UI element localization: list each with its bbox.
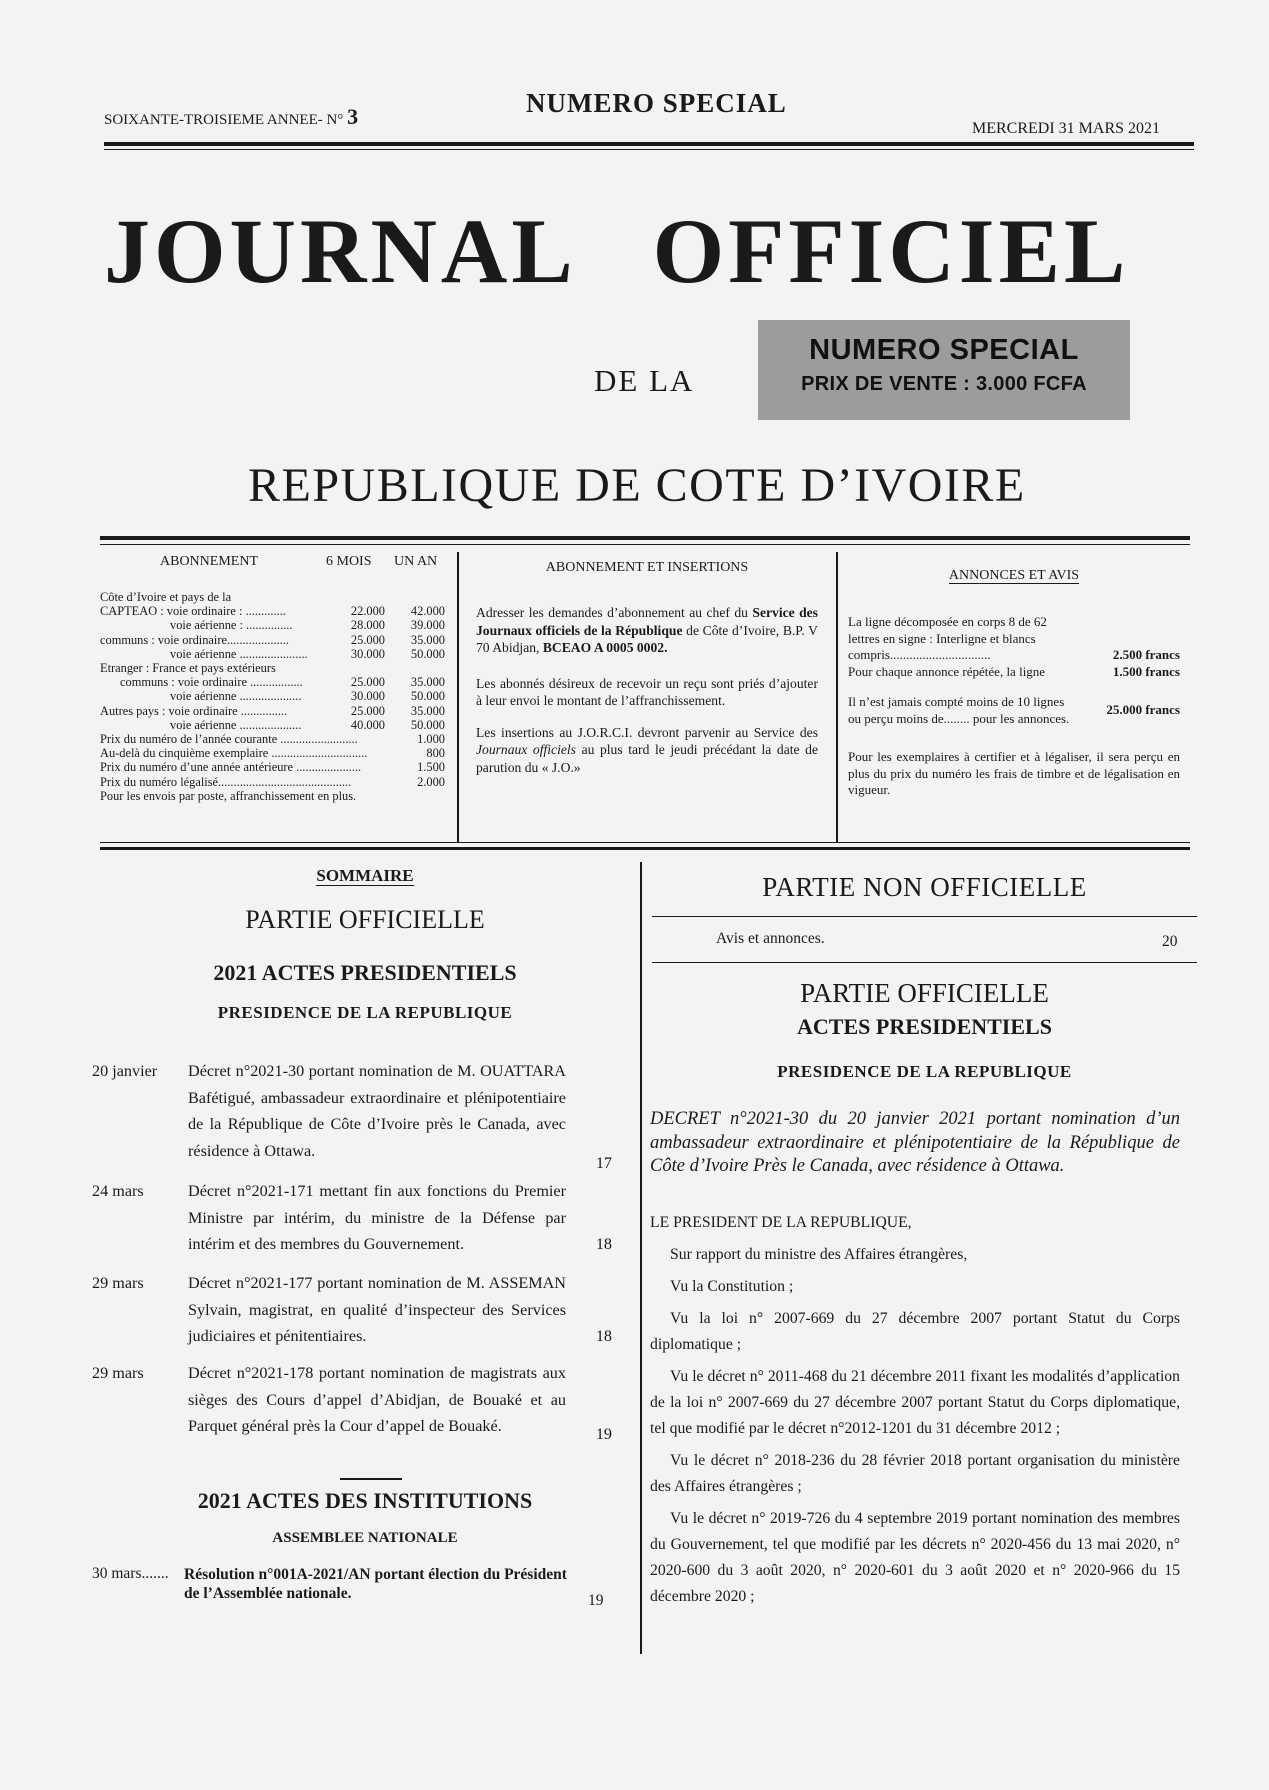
rate-row <box>100 718 445 732</box>
rate-six-months: 40.000 <box>350 717 385 732</box>
decret-title: DECRET n°2021-30 du 20 janvier 2021 portant nomination d’un ambassadeur extraordinaire et plénipotentiaire de la République de Côte d’Ivoire Près le Canada, avec résidence à Ottawa. <box>650 1109 1180 1176</box>
address-bank-ref: BCEAO A 0005 0002. <box>542 640 668 655</box>
box-bottom-rule-thin <box>100 842 1190 843</box>
rate-one-year: 35.000 <box>410 703 445 718</box>
resolution-page: 19 <box>588 1592 604 1609</box>
actes-presidentiels-heading: 2021 ACTES PRESIDENTIELS <box>213 960 517 985</box>
rate-six-months: 30.000 <box>350 646 385 661</box>
rate-six-months: 28.000 <box>350 618 385 633</box>
masthead-republic: REPUBLIQUE DE COTE D’IVOIRE <box>248 459 1026 512</box>
box-divider-1 <box>457 552 459 842</box>
rate-six-months: 30.000 <box>350 689 385 704</box>
masthead-de-la: DE LA <box>594 363 695 398</box>
right-col-mid-rule <box>652 962 1197 963</box>
special-price-box <box>758 320 1130 420</box>
entry-text: Décret n°2021-177 portant nomination de M. ASSEMAN Sylvain, magistrat, en qualité d’inspecteur des Services judiciaires et pénitentiaires. <box>188 1274 566 1345</box>
box-bottom-rule-thick <box>100 847 1190 850</box>
visa-paragraph: Sur rapport du ministre des Affaires étrangères, <box>670 1246 968 1263</box>
rate-label: Etranger : France et pays extérieurs <box>100 661 276 676</box>
subscription-col-title: ABONNEMENT <box>160 554 258 569</box>
box-divider-2 <box>836 552 838 842</box>
rate-row <box>100 633 445 647</box>
deadline-text-1: Les insertions au J.O.R.C.I. devront parvenir au Service des <box>476 724 818 740</box>
rate-row <box>100 661 445 675</box>
announcements-title: ANNONCES ET AVIS <box>948 568 1080 583</box>
insertions-deadline <box>476 724 818 777</box>
rate-row <box>100 760 445 774</box>
line-rate-amount: 2.500 francs <box>1112 647 1180 662</box>
certification-note: Pour les exemplaires à certifier et à légaliser, il sera perçu en plus du prix du numéro les frais de timbre et de légalisation en vigueur. <box>848 749 1180 797</box>
decret-body <box>650 1210 1180 1616</box>
entry-page: 17 <box>595 1153 612 1172</box>
rate-label: voie aérienne ...................... <box>170 646 308 661</box>
rate-one-year: 50.000 <box>410 689 445 704</box>
rate-label: Côte d’Ivoire et pays de la <box>100 590 232 604</box>
entry-page: 18 <box>595 1235 612 1253</box>
insertions-address <box>476 604 818 657</box>
resolution-date: 30 mars....... <box>92 1565 169 1582</box>
visa-paragraph: Vu le décret n° 2018-236 du 28 février 2018 portant organisation du ministère des Affaires étrangères ; <box>650 1452 1180 1495</box>
partie-non-officielle-heading: PARTIE NON OFFICIELLE <box>762 872 1087 902</box>
le-president-line: LE PRESIDENT DE LA REPUBLIQUE, <box>650 1214 912 1231</box>
rate-label: Autres pays : voie ordinaire ............... <box>100 703 288 718</box>
rate-six-months: 22.000 <box>350 604 385 619</box>
sommaire-entry <box>92 1178 612 1258</box>
rate-label: voie aérienne .................... <box>170 689 302 704</box>
insertions-receipt-note: Les abonnés désireux de recevoir un reçu sont priés d’ajouter à leur envoi le montant de l’affranchissement. <box>476 675 818 708</box>
rate-six-months <box>361 760 404 774</box>
address-line: Adresser les demandes d’abonnement au chef du <box>476 605 748 620</box>
box-top-rule-thin <box>100 544 1190 545</box>
sommaire-entry <box>92 1270 612 1350</box>
issue-year-label <box>104 104 358 130</box>
partie-officielle-heading: PARTIE OFFICIELLE <box>800 978 1049 1008</box>
rate-one-year: 2.000 <box>417 774 445 789</box>
deadline-text-italic: Journaux officiels <box>476 742 576 757</box>
issue-number: 3 <box>347 104 359 129</box>
special-box-price: PRIX DE VENTE : 3.000 FCFA <box>801 373 1087 395</box>
rate-one-year: 50.000 <box>410 717 445 732</box>
box-top-rule-thick <box>100 536 1190 540</box>
issue-date: MERCREDI 31 MARS 2021 <box>972 120 1161 137</box>
entry-text: Décret n°2021-171 mettant fin aux fonctions du Premier Ministre par intérim, du ministre de la Défense par intérim et des membres du Gouvernement. <box>188 1182 566 1253</box>
rate-six-months: 25.000 <box>350 675 385 690</box>
rate-label: Prix du numéro légalisé........................................... <box>100 774 352 789</box>
entry-text: Décret n°2021-178 portant nomination de magistrats aux sièges des Cours d’appel d’Abidjan, de Bouaké et au Parquet général près la Cour d’appel de Bouaké. <box>188 1364 566 1435</box>
rate-six-months <box>367 746 407 760</box>
rate-label: voie aérienne .................... <box>170 717 302 732</box>
rate-row <box>100 732 445 746</box>
one-year-header: UN AN <box>394 554 438 569</box>
header-rule-thin <box>104 149 1194 150</box>
entry-date: 20 janvier <box>92 1062 158 1080</box>
resolution-text: Résolution n°001A-2021/AN portant élection du Président de l’Assemblée nationale. <box>184 1566 567 1602</box>
rate-row <box>100 590 445 604</box>
repeat-rate-label: Pour chaque annonce répétée, la ligne <box>848 663 1046 679</box>
entry-date: 29 mars <box>92 1274 144 1292</box>
sommaire-heading <box>100 866 630 886</box>
rate-label: communs : voie ordinaire ................. <box>120 675 303 690</box>
visa-paragraph: Vu le décret n° 2019-726 du 4 septembre 2019 portant nomination des membres du Gouvernement, tel que modifié par les décrets n° 2020-456 du 13 mai 2020, n° 2020-600 du 3 août 2020, n° 2020-601 du 3 août 2020 et n° 2020-966 du 15 décembre 2020 ; <box>650 1510 1180 1605</box>
minimum-rate-label: Il n’est jamais compté moins de 10 lignes ou perçu moins de........ pour les annonces. <box>848 694 1070 726</box>
visa-paragraph: Vu le décret n° 2011-468 du 21 décembre 2011 fixant les modalités d’application de la loi n° 2007-669 du 27 décembre 2007 portant Statut du Corps diplomatique, tel que modifié par le décret n°2012-1201 du 31 décembre 2012 ; <box>650 1368 1180 1437</box>
rate-label: Prix du numéro d’une année antérieure ..................... <box>100 760 362 775</box>
address-po-box: de Côte d’Ivoire, B.P. V 70 Abidjan, <box>476 622 818 655</box>
entry-date: 29 mars <box>92 1364 144 1382</box>
deadline-text-2: au plus tard le jeudi précédant la date de parution du « J.O.» <box>476 742 818 775</box>
rate-six-months: 25.000 <box>350 632 385 647</box>
presidence-heading: PRESIDENCE DE LA REPUBLIQUE <box>217 1003 513 1022</box>
rate-row <box>100 689 445 703</box>
column-divider <box>640 862 642 1654</box>
year-label: SOIXANTE-TROISIEME ANNEE- N° <box>104 112 344 128</box>
rate-label: Prix du numéro de l’année courante ......................... <box>100 732 358 747</box>
announcement-rate-row <box>848 664 1180 681</box>
sommaire-entry <box>92 1360 612 1443</box>
line-rate-label: La ligne décomposée en corps 8 de 62 lettres en signe : Interligne et blancs compris............................... <box>848 614 1047 662</box>
announcements-header <box>848 568 1180 584</box>
sommaire-title: SOMMAIRE <box>316 866 414 885</box>
entry-page: 19 <box>595 1425 612 1443</box>
rate-label: Au-delà du cinquième exemplaire ............................... <box>100 746 368 761</box>
rate-row <box>100 604 445 618</box>
announcement-rate-row <box>848 694 1180 727</box>
rate-one-year: 35.000 <box>410 632 445 647</box>
rate-label: voie aérienne : ............... <box>170 618 293 633</box>
insertions-text <box>476 604 818 786</box>
entry-date: 24 mars <box>92 1182 144 1200</box>
six-months-header: 6 MOIS <box>326 554 372 569</box>
rate-one-year: 39.000 <box>410 618 445 633</box>
avis-annonces-page: 20 <box>1162 933 1178 950</box>
rate-label: Pour les envois par poste, affranchissement en plus. <box>100 788 357 803</box>
special-edition-label: NUMERO SPECIAL <box>526 88 787 118</box>
actes-institutions-heading: 2021 ACTES DES INSTITUTIONS <box>197 1488 533 1513</box>
rate-row <box>100 746 445 760</box>
rate-six-months <box>358 732 403 746</box>
rate-one-year: 42.000 <box>410 604 445 619</box>
rate-one-year: 1.000 <box>417 732 445 747</box>
rate-one-year: 800 <box>426 746 445 761</box>
rate-row <box>100 775 445 789</box>
header-rule-thick <box>104 142 1194 146</box>
rate-row <box>100 704 445 718</box>
rate-row <box>100 789 445 803</box>
rate-one-year: 50.000 <box>410 646 445 661</box>
avis-annonces-entry: Avis et annonces. <box>716 930 825 947</box>
announcement-rate-row <box>848 614 1180 664</box>
assemblee-heading: ASSEMBLEE NATIONALE <box>272 1530 458 1546</box>
actes-presidentiels-heading: ACTES PRESIDENTIELS <box>797 1014 1052 1039</box>
rate-row <box>100 647 445 661</box>
repeat-rate-amount: 1.500 francs <box>1112 663 1180 679</box>
right-col-top-rule <box>652 916 1197 917</box>
sommaire-entry <box>92 1058 612 1172</box>
rate-row <box>100 675 445 689</box>
rate-label: CAPTEAO : voie ordinaire : ............. <box>100 604 286 619</box>
rate-six-months <box>351 775 399 789</box>
special-box-title: NUMERO SPECIAL <box>809 334 1079 366</box>
address-service: Service des Journaux officiels de la République <box>476 605 818 638</box>
rate-label: communs : voie ordinaire.................... <box>100 632 289 647</box>
minimum-rate-amount: 25.000 francs <box>1106 702 1180 718</box>
section-separator <box>340 1478 402 1480</box>
visa-paragraph: Vu la loi n° 2007-669 du 27 décembre 2007 portant Statut du Corps diplomatique ; <box>650 1310 1180 1353</box>
rate-one-year: 1.500 <box>417 760 445 775</box>
rate-one-year: 35.000 <box>410 675 445 690</box>
presidence-heading: PRESIDENCE DE LA REPUBLIQUE <box>777 1062 1072 1081</box>
entry-page: 18 <box>595 1327 612 1345</box>
masthead-title: JOURNAL OFFICIEL <box>104 200 1130 302</box>
subscription-rates <box>100 590 445 803</box>
visa-paragraph: Vu la Constitution ; <box>670 1278 794 1295</box>
rate-row <box>100 618 445 632</box>
rate-six-months: 25.000 <box>350 703 385 718</box>
entry-text: Décret n°2021-30 portant nomination de M. OUATTARA Bafétigué, ambassadeur extraordinaire et plénipotentiaire de la République de Côte d’Ivoire près le Canada, avec résidence à Ottawa. <box>188 1062 566 1160</box>
announcements-rates <box>848 614 1180 799</box>
insertions-header: ABONNEMENT ET INSERTIONS <box>545 560 749 575</box>
partie-officielle-heading: PARTIE OFFICIELLE <box>245 905 485 934</box>
